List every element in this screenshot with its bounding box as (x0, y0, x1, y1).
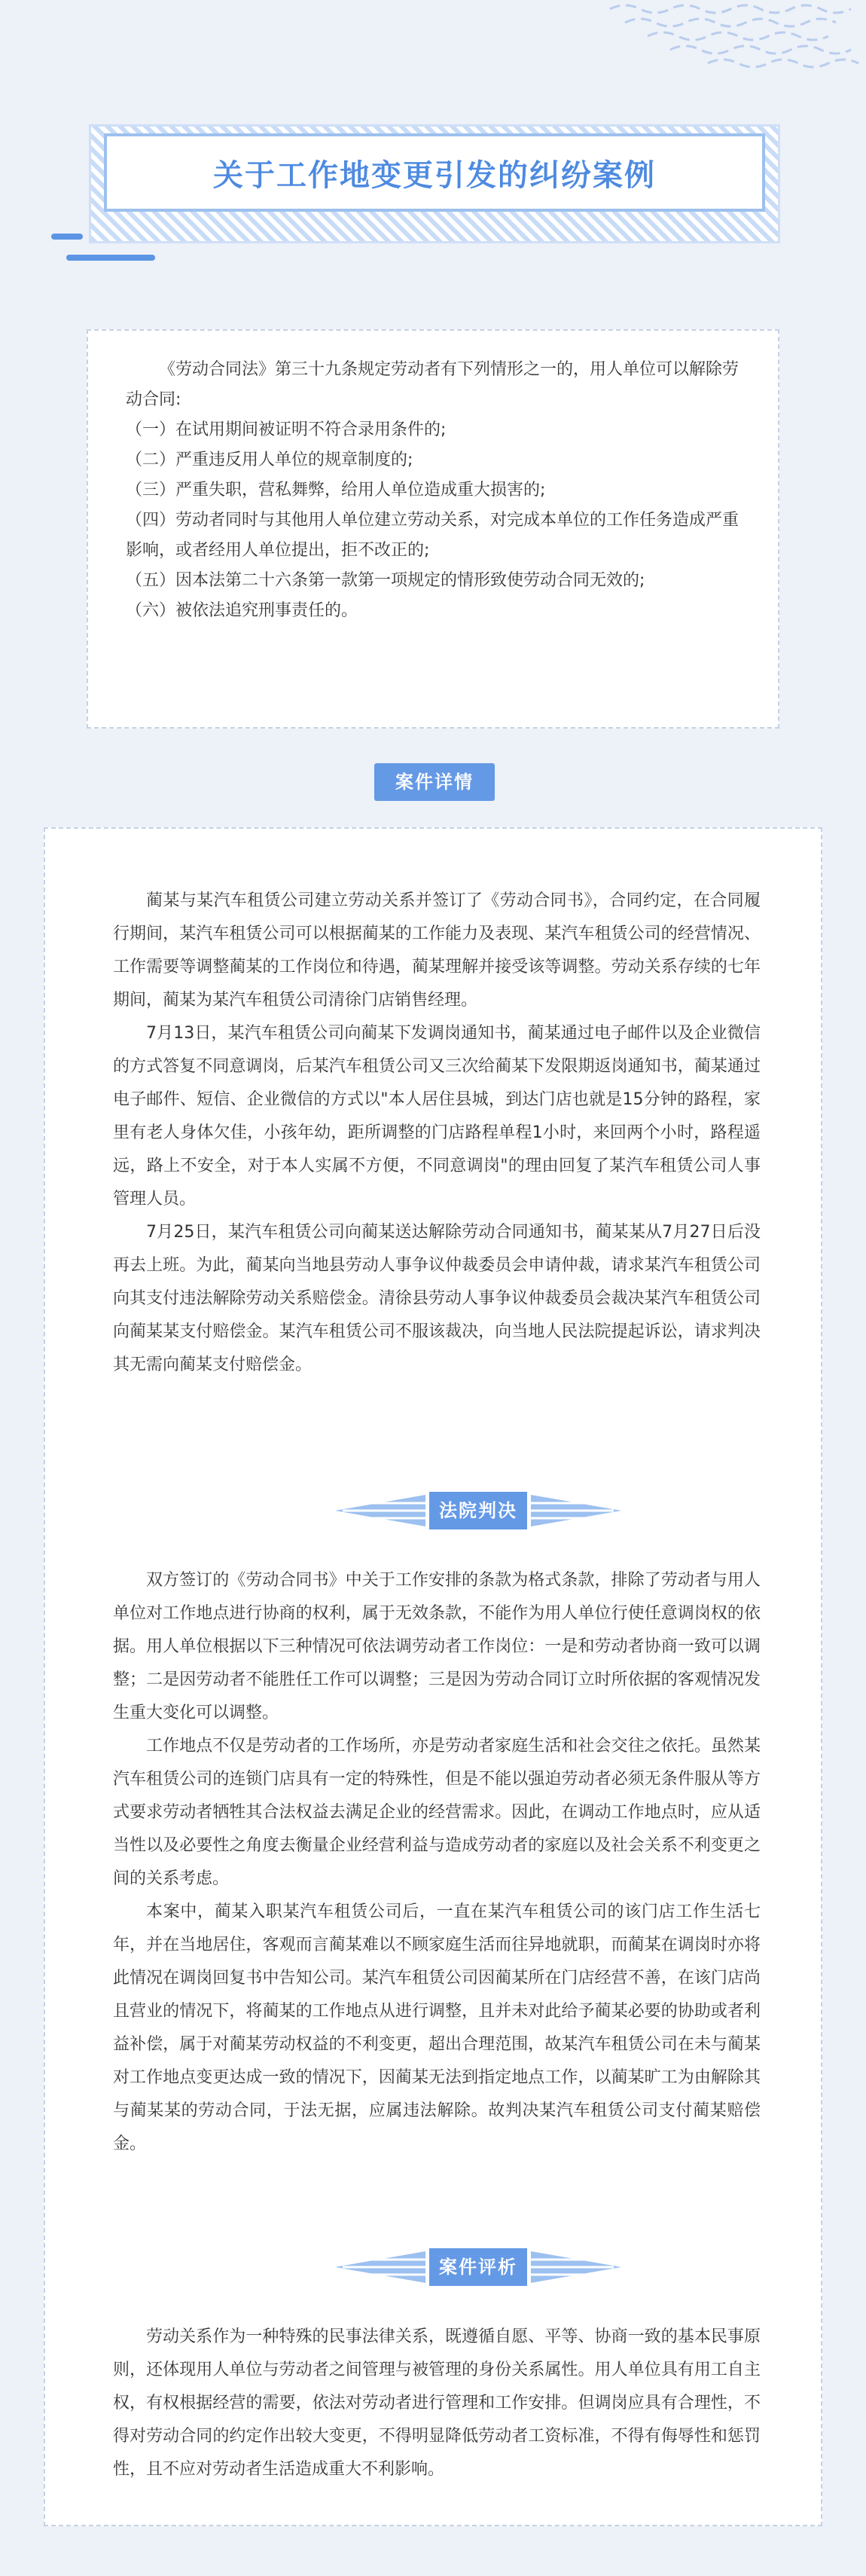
law-quote-box (87, 329, 779, 729)
law-item-1: （一）在试用期间被证明不符合录用条件的; (126, 420, 447, 439)
judgment-paragraph-2: 工作地点不仅是劳动者的工作场所，亦是劳动者家庭生活和社会交往之依托。虽然某汽车租赁公司的连锁门店具有一定的特殊性，但是不能以强迫劳动者必须无条件服从等方式要求劳动者牺牲其合法权益去满足企业的经营需求。因此，在调动工作地点时，应从适当性以及必要性之角度去衡量企业经营利益与造成劳动者的家庭以及社会关系不利变更之间的关系考虑。 (113, 1737, 761, 1888)
details-section (113, 885, 761, 1382)
law-item-4: （四）劳动者同时与其他用人单位建立劳动关系，对完成本单位的工作任务造成严重影响，或者经用人单位提出，拒不改正的; (126, 511, 739, 560)
title-banner-inner (104, 133, 765, 212)
details-paragraph-3: 7月25日，某汽车租赁公司向蔺某送达解除劳动合同通知书，蔺某某从7月27日后没再去上班。为此，蔺某向当地县劳动人事争议仲裁委员会申请仲裁，请求某汽车租赁公司向其支付违法解除劳动关系赔偿金。清徐县劳动人事争议仲裁委员会裁决某汽车租赁公司向蔺某某支付赔偿金。某汽车租赁公司不服该裁决，向当地人民法院提起诉讼，请求判决其无需向蔺某支付赔偿金。 (113, 1223, 761, 1374)
law-intro: 《劳动合同法》第三十九条规定劳动者有下列情形之一的，用人单位可以解除劳动合同: (126, 360, 739, 409)
section-label-judgment: 法院判决 (429, 1492, 527, 1529)
details-paragraph-1: 蔺某与某汽车租赁公司建立劳动关系并签订了《劳动合同书》，合同约定，在合同履行期间，某汽车租赁公司可以根据蔺某的工作能力及表现、某汽车租赁公司的经营情况、工作需要等调整蔺某的工作岗位和待遇，蔺某理解并接受该等调整。劳动关系存续的七年期间，蔺某为某汽车租赁公司清徐门店销售经理。 (113, 891, 761, 1010)
page-title: 关于工作地变更引发的纠纷案例 (213, 157, 656, 193)
judgment-paragraph-3: 本案中，蔺某入职某汽车租赁公司后，一直在某汽车租赁公司的该门店工作生活七年，并在当地居住，客观而言蔺某难以不顾家庭生活而往异地就职，而蔺某在调岗时亦将此情况在调岗回复书中告知公司。某汽车租赁公司因蔺某所在门店经营不善，在该门店尚且营业的情况下，将蔺某的工作地点从进行调整，且并未对此给予蔺某必要的协助或者利益补偿，属于对蔺某劳动权益的不利变更，超出合理范围，故某汽车租赁公司在未与蔺某对工作地点变更达成一致的情况下，因蔺某无法到指定地点工作，以蔺某旷工为由解除其与蔺某某的劳动合同，于法无据，应属违法解除。故判决某汽车租赁公司支付蔺某赔偿金。 (113, 1902, 761, 2153)
law-item-6: （六）被依法追究刑事责任的。 (126, 601, 358, 620)
title-banner (89, 124, 780, 245)
main-content-box (44, 827, 822, 2526)
comment-paragraph-1: 劳动关系作为一种特殊的民事法律关系，既遵循自愿、平等、协商一致的基本民事原则，还体现用人单位与劳动者之间管理与被管理的身份关系属性。用人单位具有用工自主权，有权根据经营的需要，依法对劳动者进行管理和工作安排。但调岗应具有合理性，不得对劳动合同的约定作出较大变更，不得明显降低劳动者工资标准，不得有侮辱性和惩罚性，且不应对劳动者生活造成重大不利影响。 (113, 2327, 761, 2479)
section-label-details: 案件详情 (374, 763, 495, 801)
judgment-section (113, 1564, 761, 2161)
heading-judgment (335, 1490, 621, 1531)
law-item-5: （五）因本法第二十六条第一款第一项规定的情形致使劳动合同无效的; (126, 571, 645, 590)
accent-bar-long (66, 255, 155, 261)
details-paragraph-2: 7月13日，某汽车租赁公司向蔺某下发调岗通知书，蔺某通过电子邮件以及企业微信的方式答复不同意调岗，后某汽车租赁公司又三次给蔺某下发限期返岗通知书，蔺某通过电子邮件、短信、企业微信的方式以"本人居住县城，到达门店也就是15分钟的路程，家里有老人身体欠佳，小孩年幼，距所调整的门店路程单程1小时，来回两个小时，路程遥远，路上不安全，对于本人实属不方便，不同意调岗"的理由回复了某汽车租赁公司人事管理人员。 (113, 1024, 761, 1209)
heading-comment (335, 2247, 621, 2287)
comment-section (113, 2321, 761, 2486)
section-label-comment: 案件评析 (429, 2248, 527, 2286)
law-item-2: （二）严重违反用人单位的规章制度的; (126, 451, 413, 469)
wavy-lines-icon (595, 0, 866, 90)
judgment-paragraph-1: 双方签订的《劳动合同书》中关于工作安排的条款为格式条款，排除了劳动者与用人单位对工作地点进行协商的权利，属于无效条款，不能作为用人单位行使任意调岗权的依据。用人单位根据以下三种情况可依法调劳动者工作岗位：一是和劳动者协商一致可以调整；二是因劳动者不能胜任工作可以调整；三是因为劳动合同订立时所依据的客观情况发生重大变化可以调整。 (113, 1571, 761, 1722)
law-item-3: （三）严重失职，营私舞弊，给用人单位造成重大损害的; (126, 481, 546, 500)
accent-bar-short (51, 234, 83, 240)
